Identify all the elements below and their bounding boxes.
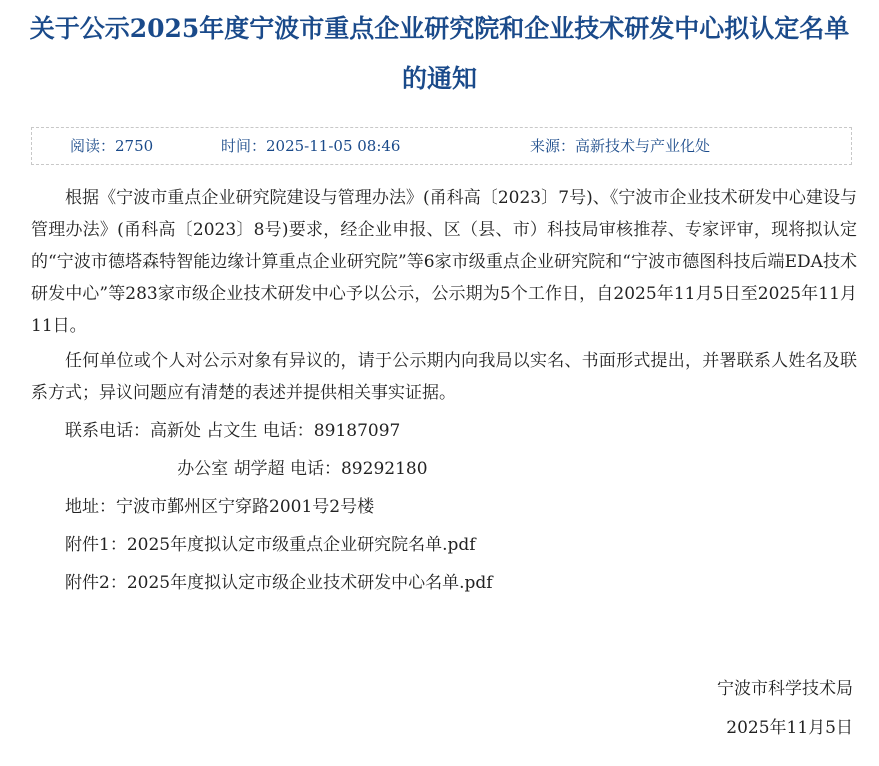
signature-date: 2025年11月5日 [726, 718, 853, 738]
publish-time: 时间：2025-11-05 08:46 [221, 137, 401, 155]
contact-line: 办公室 胡学超 电话：89292180 [177, 459, 428, 479]
body-paragraph: 根据《宁波市重点企业研究院建设与管理办法》(甬科高〔2023〕7号)、《宁波市企业技术研发中心建设与管理办法》(甬科高〔2023〕8号)要求，经企业申报、区（县、市）科技局审核推荐、专家评审，现将拟认定的“宁波市德塔森特智能边缘计算重点企业研究院”等6家市级重点企业研究院和“宁波市德图科技后端EDA技术研发中心”等283家市级企业技术研发中心予以公示，公示期为5个工作日，自2025年11月5日至2025年11月11日。 [31, 188, 857, 336]
attachment-link[interactable]: 附件2：2025年度拟认定市级企业技术研发中心名单.pdf [65, 573, 493, 593]
article-meta-bar [31, 127, 852, 165]
article-source: 来源：高新技术与产业化处 [530, 137, 711, 155]
signature-org: 宁波市科学技术局 [717, 679, 853, 699]
address-line: 地址：宁波市鄞州区宁穿路2001号2号楼 [65, 497, 375, 517]
contact-line: 联系电话：高新处 占文生 电话：89187097 [65, 421, 401, 441]
page-title: 关于公示2025年度宁波市重点企业研究院和企业技术研发中心拟认定名单的通知 [29, 14, 850, 93]
article-body [31, 182, 857, 602]
attachment-link[interactable]: 附件1：2025年度拟认定市级重点企业研究院名单.pdf [65, 535, 476, 555]
body-paragraph: 任何单位或个人对公示对象有异议的，请于公示期内向我局以实名、书面形式提出，并署联系人姓名及联系方式；异议问题应有清楚的表述并提供相关事实证据。 [31, 351, 857, 403]
view-count: 阅读：2750 [70, 137, 154, 155]
